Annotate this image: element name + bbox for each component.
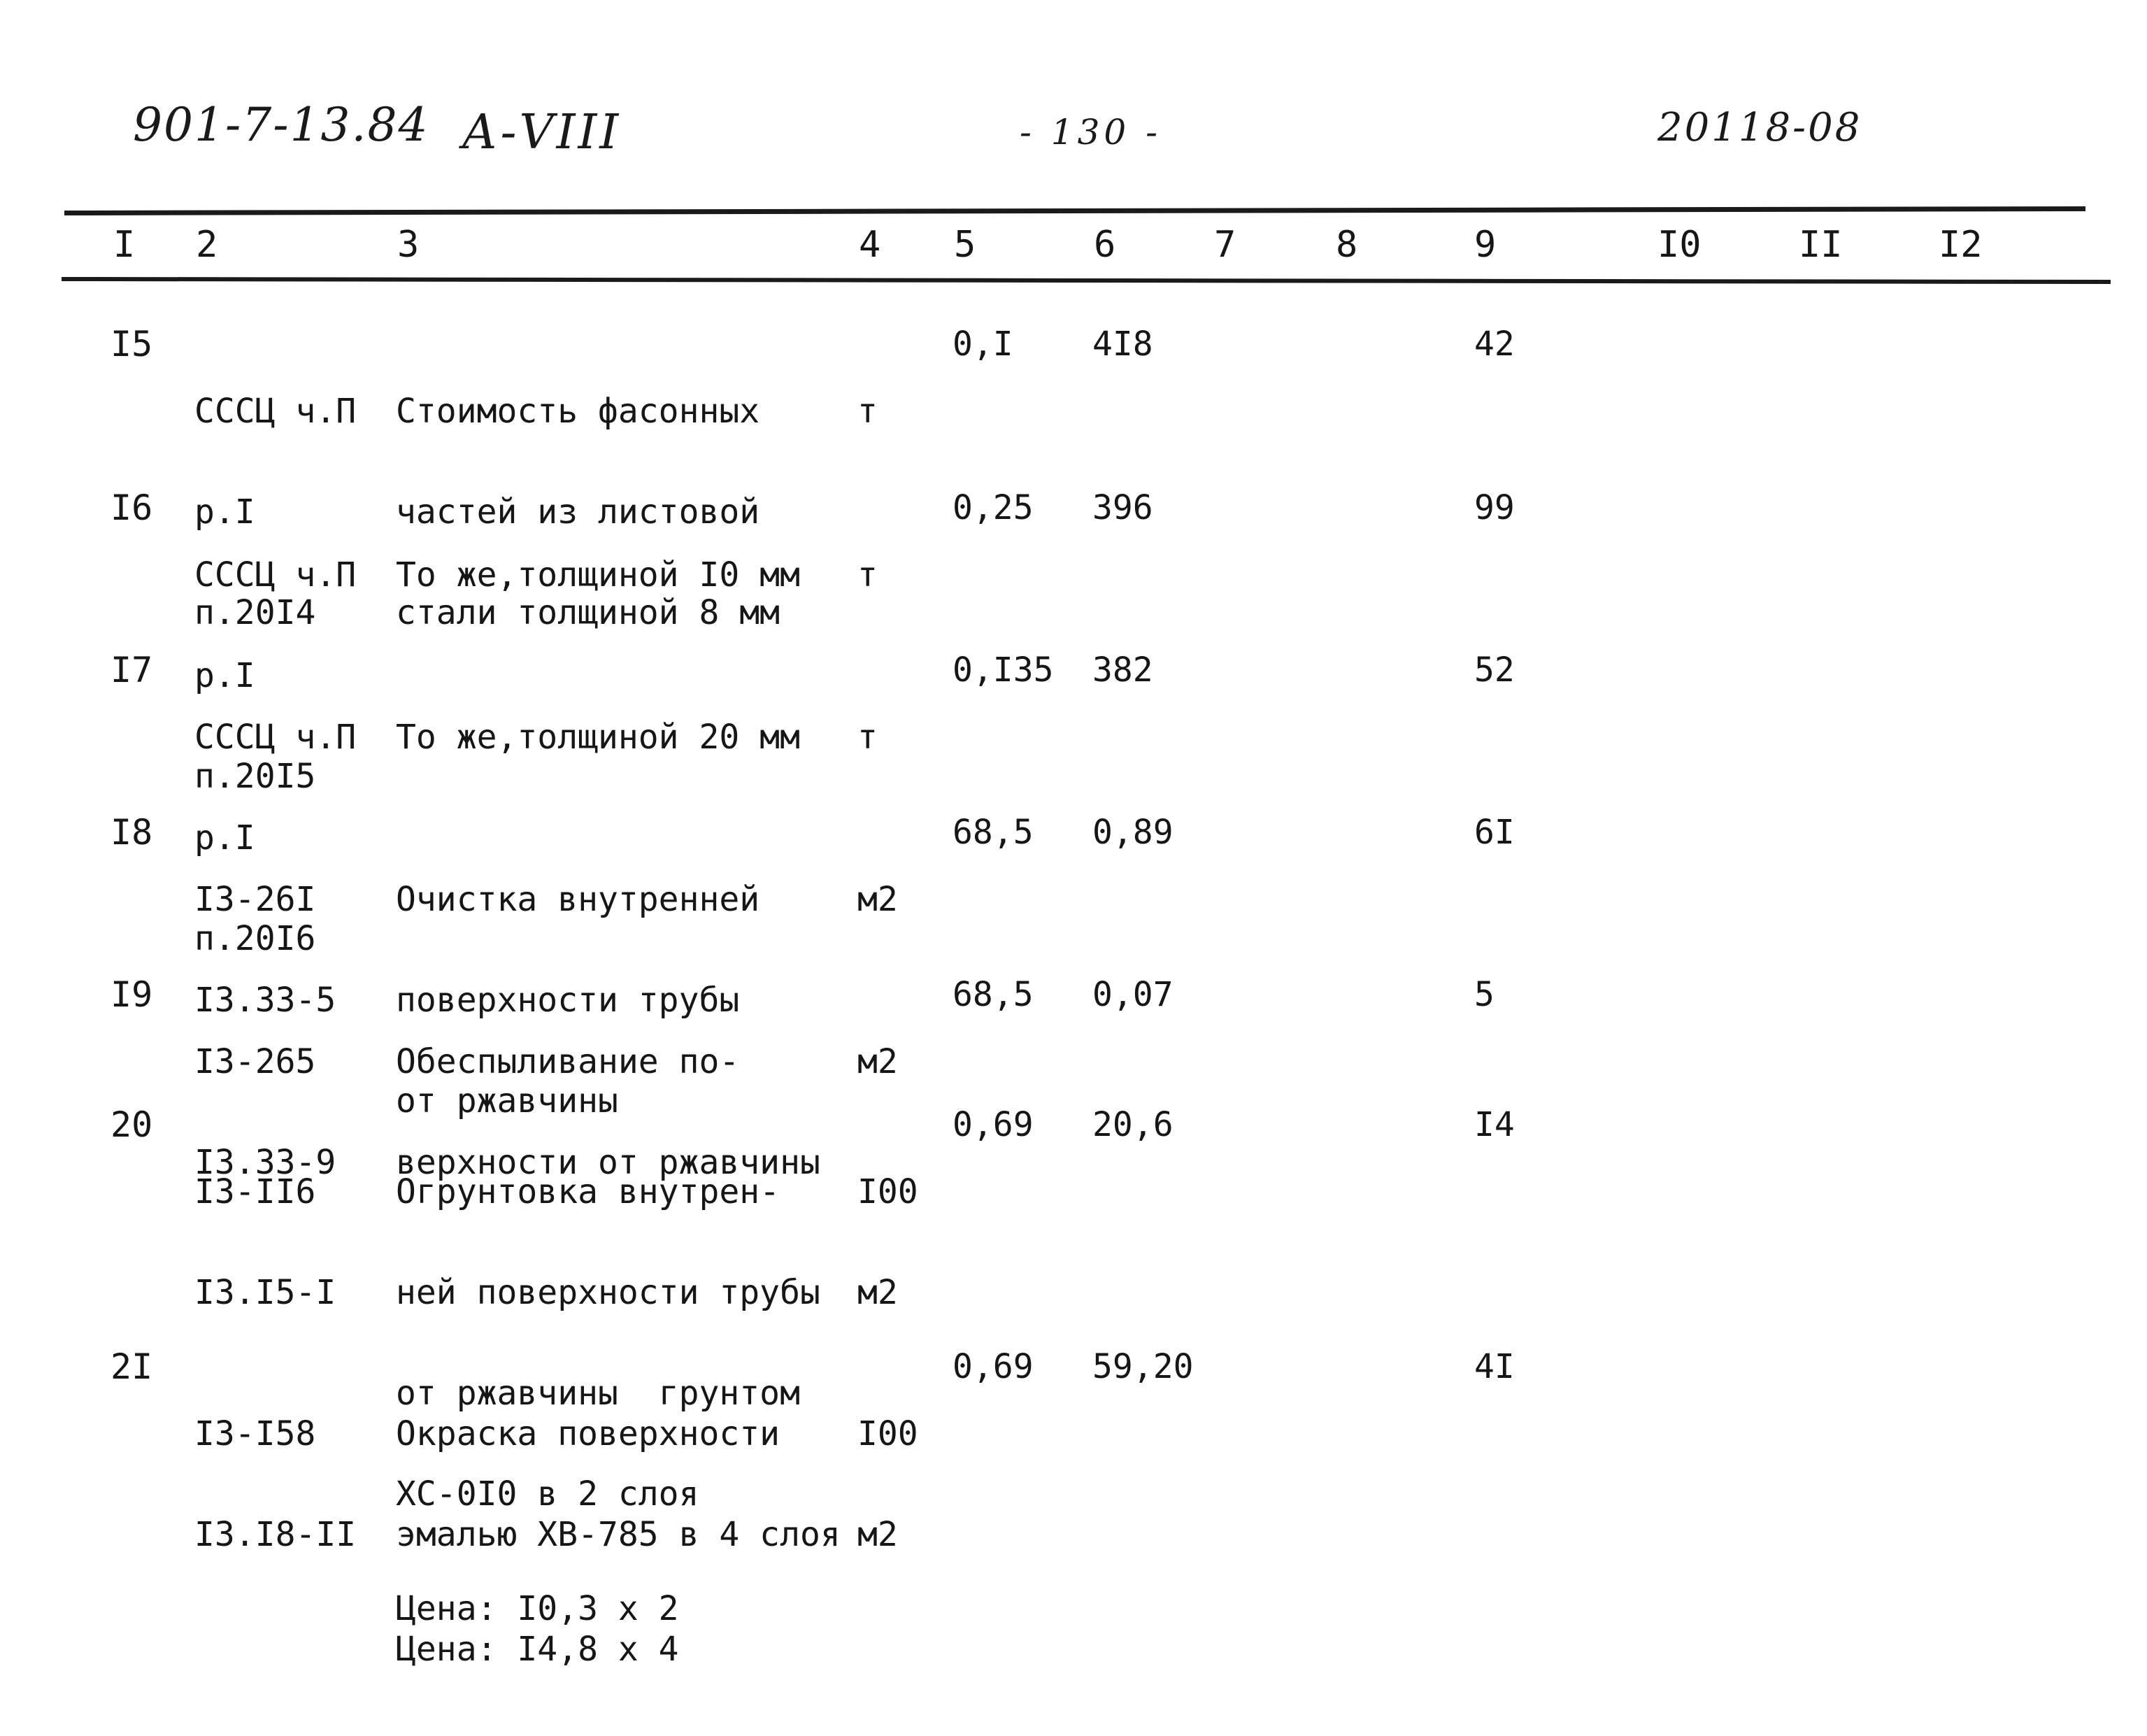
column-header-5: 5 (954, 224, 976, 266)
quantity: 0,I (953, 325, 1013, 364)
column-header-11: II (1799, 224, 1843, 266)
work-name: То же,толщиной 20 мм (396, 718, 800, 757)
total-cost: 5 (1474, 975, 1495, 1014)
total-cost: 6I (1474, 813, 1515, 852)
row-number: 20 (110, 1104, 153, 1145)
row-number: I9 (110, 974, 153, 1015)
quantity: 0,69 (953, 1105, 1034, 1144)
column-header-4: 4 (859, 224, 881, 266)
column-header-8: 8 (1336, 224, 1358, 266)
price-note: Цена: I0,3 х 2 (396, 1589, 679, 1628)
row-number: 2I (110, 1346, 153, 1387)
total-cost: 4I (1474, 1347, 1515, 1386)
work-name: Обеспыливание по- верхности от ржавчины (396, 1042, 820, 1182)
column-header-12: I2 (1939, 224, 1983, 266)
unit: м2 (857, 880, 898, 919)
unit: I00 м2 (857, 1172, 918, 1312)
unit: т (857, 392, 878, 431)
rate-code: СССЦ ч.П р.I п.20I4 (194, 392, 357, 632)
quantity: 0,69 (953, 1347, 1034, 1386)
total-cost: 52 (1474, 650, 1515, 690)
unit-price: 0,07 (1092, 975, 1174, 1014)
unit-price: 382 (1092, 650, 1153, 690)
table-top-rule (64, 206, 2085, 215)
unit: м2 (857, 1042, 898, 1081)
quantity: 0,I35 (953, 650, 1054, 690)
table-header-rule (62, 277, 2111, 284)
work-name: Огрунтовка внутрен- ней поверхности трубы от ржавчины грунтом ХС-0I0 в 2 слоя Цена: I0,3 х 2 (396, 1172, 820, 1628)
column-header-9: 9 (1474, 224, 1497, 266)
unit-price: 4I8 (1092, 325, 1153, 364)
rate-code: I3-I58 I3.I8-II (194, 1414, 357, 1554)
quantity: 0,25 (953, 488, 1034, 527)
document-code: 901-7-13.84 (133, 98, 429, 152)
work-name: Очистка внутренней поверхности трубы от ржавчины (396, 880, 760, 1120)
unit-price: 59,20 (1092, 1347, 1194, 1386)
rate-code: СССЦ ч.П р.I п.20I6 (194, 718, 357, 958)
work-name: То же,толщиной I0 мм (396, 555, 800, 595)
unit: I00 м2 (857, 1414, 918, 1554)
column-header-7: 7 (1214, 224, 1236, 266)
row-number: I7 (110, 650, 153, 690)
work-name: Окраска поверхности эмалью ХВ-785 в 4 слоя Цена: I4,8 х 4 (396, 1414, 841, 1669)
rate-code: СССЦ ч.П р.I п.20I5 (194, 555, 357, 796)
work-name: Стоимость фасонных частей из листовой стали толщиной 8 мм (396, 392, 780, 632)
column-header-6: 6 (1094, 224, 1116, 266)
row-number: I8 (110, 812, 153, 853)
quantity: 68,5 (953, 975, 1034, 1014)
unit: т (857, 555, 878, 595)
price-note: Цена: I4,8 х 4 (396, 1630, 679, 1669)
unit-price: 20,6 (1092, 1105, 1174, 1144)
total-cost: I4 (1474, 1105, 1515, 1144)
rate-code: I3-265 I3.33-9 (194, 1042, 336, 1182)
album-number: А-VIII (462, 105, 622, 160)
page-number: - 130 - (1020, 112, 1162, 152)
unit-price: 396 (1092, 488, 1153, 527)
unit: т (857, 718, 878, 757)
unit-price: 0,89 (1092, 813, 1174, 852)
column-header-1: I (113, 224, 136, 266)
column-header-10: I0 (1657, 224, 1702, 266)
rate-code: I3-II6 I3.I5-I (194, 1172, 336, 1312)
row-number: I5 (110, 324, 153, 364)
column-header-3: 3 (397, 224, 420, 266)
row-number: I6 (110, 488, 153, 528)
column-header-2: 2 (196, 224, 218, 266)
total-cost: 99 (1474, 488, 1515, 527)
total-cost: 42 (1474, 325, 1515, 364)
inventory-number: 20118-08 (1657, 105, 1862, 150)
quantity: 68,5 (953, 813, 1034, 852)
rate-code: I3-26I I3.33-5 (194, 880, 336, 1020)
